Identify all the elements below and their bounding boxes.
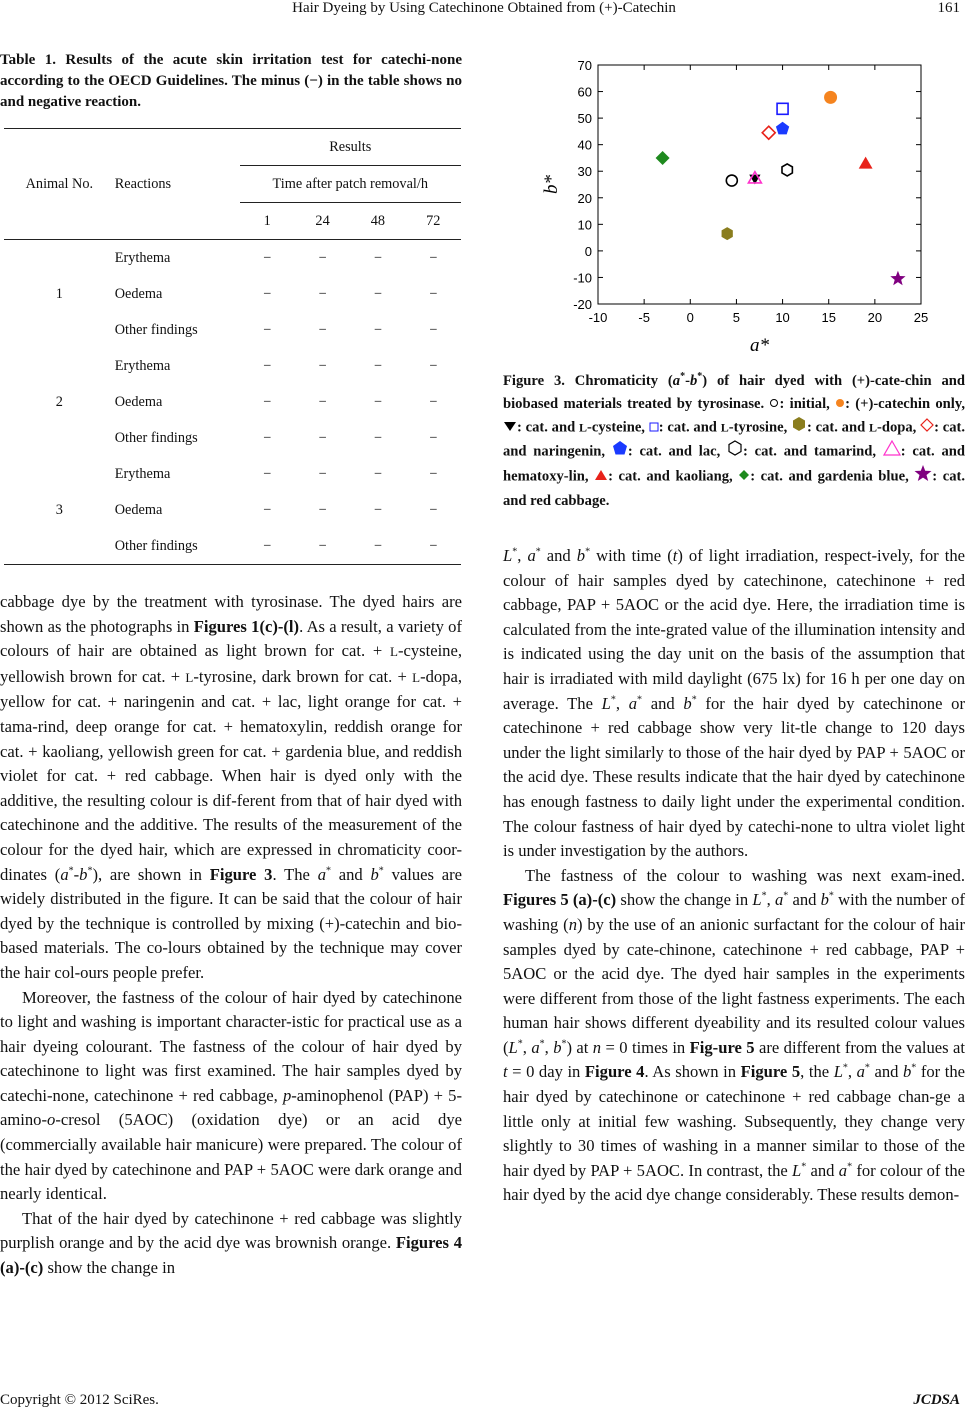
data-point-hexagon-filled: [722, 227, 733, 240]
figure-caption: Figure 3. Chromaticity (a*-b*) of hair dyed with (+)-cate-chin and biobased materials treated by tyrosinase. : initial, : (+)-catechin only, : cat. and L-cysteine, : cat. and L-tyrosine, : cat. and L-dopa, : cat. and naringenin, : cat. and lac, : cat. and tamarind, : cat. and hematoxy-lin, : cat. and kaoliang, : cat. and gardenia blue, : cat. and red cabbage.: [503, 371, 966, 510]
paragraph: That of the hair dyed by catechinone + red cabbage was slightly purplish orange and by the acid dye was brownish orange. Figures 4 (a)-(c) show the change in: [0, 1208, 463, 1278]
animal-number: 2: [55, 393, 63, 410]
reaction-label: Other findings: [114, 321, 198, 338]
result-cell: −: [263, 285, 272, 302]
result-cell: −: [373, 321, 382, 338]
legend-catechin-icon: [835, 393, 845, 416]
data-point-star-filled: [890, 271, 905, 285]
result-cell: −: [429, 285, 438, 302]
result-cell: −: [263, 321, 272, 338]
page-header: [0, 0, 968, 24]
data-point-triangle-up-filled: [859, 157, 873, 169]
page-number: 161: [937, 0, 960, 16]
result-cell: −: [263, 501, 272, 518]
x-axis-label: a*: [750, 335, 769, 356]
right-body-text: [503, 544, 965, 1208]
table-caption: Table 1. Results of the acute skin irritation test for catechi-none according to the OECD Guidelines. The minus (−) in the table shows no and negative reaction.: [0, 52, 462, 110]
y-tick-label: 70: [577, 58, 592, 73]
data-point-circle-open: [726, 175, 737, 186]
result-cell: −: [429, 357, 438, 374]
legend-kaoliang-icon: [594, 466, 608, 489]
animal-number: 3: [55, 501, 63, 518]
header-time-after: Time after patch removal/h: [240, 166, 461, 203]
x-tick-label: 15: [821, 310, 836, 325]
table-row: [4, 456, 461, 492]
result-cell: −: [429, 465, 438, 482]
legend-naringenin-icon: [920, 417, 934, 440]
paragraph: L*, a* and b* with time (t) of light irradiation, respect-ively, for the colour of hair samples dyed by catechinone, catechinone + red cabbage, PAP + 5AOC or the acid dye. Here, the irradiation time is calculated from the inte-grated value of the illumination intensity and is indicated using the day unit on the basis of the assumption that hair is irradiated with mild daylight (675 lx) for 16 h per one day on average. The L*, a* and b* for the hair dyed by catechinone or catechinone + red cabbage show very lit-tle change to 120 days under the light similarly to those of the hair dyed by PAP + 5AOC or the acid dye. These results indicate that the hair dyed by catechinone has enough fastness to daily light under the experimental condition. The colour fastness of hair dyed by catechi-none to ultra violet light is under investigation by the authors.: [503, 546, 966, 861]
scatter-chart: [503, 48, 965, 368]
legend-cysteine-icon: [503, 417, 517, 440]
x-tick-label: 0: [686, 310, 694, 325]
result-cell: −: [318, 393, 327, 410]
result-cell: −: [429, 321, 438, 338]
results-table-wrap: [0, 128, 462, 565]
journal-abbrev: JCDSA: [913, 1392, 960, 1408]
paragraph: The fastness of the colour to washing was next exam-ined. Figures 5 (a)-(c) show the change in L*, a* and b* with the number of washing (n) by the use of an anionic surfactant for the colour of hair samples dyed by cate-chinone, catechinone + red cabbage, PAP + 5AOC or the acid dye. The dyed hair samples in the experiments were different from those of the light fastness experiments. The each human hair shows different dyeability and its resulted colour values (L*, a*, b*) at n = 0 times in Fig-ure 5 are different from the values at t = 0 day in Figure 4. As shown in Figure 5, the L*, a* and b* for the hair dyed by catechinone or catechinone + red cabbage chan-ge a little only at initial few washing. Subsequently, they change very slightly to 30 times of washing in a manner similar to those of the hair dyed by PAP + 5AOC. In contrast, the L* and a* for colour of the hair dyed by the acid dye change considerably. These results demon-: [503, 865, 966, 1205]
result-cell: −: [263, 249, 272, 266]
x-tick-label: 20: [867, 310, 883, 325]
y-tick-label: 40: [577, 137, 592, 153]
legend-tyrosine-icon: [649, 417, 659, 440]
header-reactions: Reactions: [114, 175, 172, 192]
reaction-label: Other findings: [114, 537, 198, 554]
y-tick-label: -10: [573, 270, 592, 286]
result-cell: −: [373, 357, 382, 374]
result-cell: −: [318, 249, 327, 266]
y-tick-label: 50: [577, 111, 592, 127]
result-cell: −: [263, 537, 272, 554]
reaction-label: Other findings: [114, 429, 198, 446]
x-tick-label: 5: [732, 310, 741, 325]
result-cell: −: [318, 321, 327, 338]
result-cell: −: [373, 285, 382, 302]
data-point-pentagon-filled: [776, 122, 789, 135]
result-cell: −: [263, 357, 272, 374]
copyright: Copyright © 2012 SciRes.: [0, 1392, 159, 1408]
paragraph: Moreover, the fastness of the colour of hair dyed by catechinone to light and washing is important character-istic for practical use as a hair dyeing colourant. The fastness of the colour of hair dyed by catechinone to light was first examined. The hair samples dyed by catechi-none, catechinone + red cabbage, p-aminophenol (PAP) + 5-amino-o-cresol (5AOC) (oxidation dye) or an acid dye (commercially available hair manicure) were prepared. The colour of the hair dyed by catechinone and PAP + 5AOC were dark orange and nearly identical.: [0, 987, 462, 1204]
results-table: [4, 128, 461, 565]
data-point-square-open: [777, 103, 788, 114]
result-cell: −: [263, 465, 272, 482]
animal-number: 1: [55, 285, 63, 302]
y-axis-label: b*: [541, 175, 562, 194]
legend-tamarind-icon: [727, 440, 743, 464]
result-cell: −: [318, 429, 327, 446]
y-tick-label: 20: [577, 190, 592, 206]
legend-dopa-icon: [791, 416, 807, 440]
result-cell: −: [263, 393, 272, 410]
reaction-label: Oedema: [114, 285, 163, 302]
reaction-label: Oedema: [114, 393, 163, 410]
y-tick-label: -20: [573, 297, 592, 312]
result-cell: −: [373, 429, 382, 446]
header-time: 1: [263, 212, 271, 229]
header-time: 24: [315, 212, 330, 229]
result-cell: −: [318, 285, 327, 302]
y-tick-label: 10: [577, 217, 592, 233]
x-tick-label: 10: [775, 310, 790, 325]
data-point-diamond-open: [762, 126, 775, 139]
legend-hematoxylin-icon: [883, 440, 901, 464]
running-title: Hair Dyeing by Using Catechinone Obtained from (+)-Catechin: [292, 0, 676, 16]
paragraph: cabbage dye by the treatment with tyrosinase. The dyed hairs are shown as the photographs in Figures 1(c)-(l). As a result, a variety of colours of hair are obtained as light brown for cat. + L-cysteine, yellowish brown for cat. + L-tyrosine, dark brown for cat. + L-dopa, yellow for cat. + naringenin and cat. + lac, light orange for cat. + tama-rind, deep orange for cat. + hematoxylin, reddish orange for cat. + kaoliang, yellowish green for cat. + gardenia blue, and reddish violet for cat. + red cabbage. When hair is dyed only with the additive, the resulting colour is dif-ferent from that of hair dyed with catechinone and the additive. The results of the measurement of the colour for the dyed hair, which are expressed in chromaticity coor-dinates (a*-b*), are shown in Figure 3. The a* and b* values are widely distributed in the figure. It can be said that the colour of hair dyed by the technique is controlled by mixing (+)-catechin and bio-based materials. The co-lours obtained by the technique may cover the hair col-ours people prefer.: [0, 592, 462, 982]
reaction-label: Erythema: [114, 249, 171, 266]
result-cell: −: [318, 537, 327, 554]
data-point-hexagon-open: [782, 164, 792, 176]
result-cell: −: [429, 537, 438, 554]
result-cell: −: [318, 501, 327, 518]
result-cell: −: [373, 537, 382, 554]
header-time: 48: [370, 212, 386, 229]
legend-gardenia-icon: [738, 466, 750, 489]
result-cell: −: [373, 393, 382, 410]
result-cell: −: [373, 501, 382, 518]
y-tick-label: 60: [577, 84, 592, 100]
reaction-label: Oedema: [114, 501, 163, 518]
result-cell: −: [318, 357, 327, 374]
reaction-label: Erythema: [114, 357, 171, 374]
header-results: Results: [240, 129, 461, 166]
x-tick-label: 25: [913, 310, 929, 325]
x-tick-label: -10: [588, 310, 608, 325]
result-cell: −: [429, 501, 438, 518]
result-cell: −: [429, 429, 438, 446]
y-tick-label: 0: [584, 243, 592, 259]
plot-frame: [598, 65, 921, 304]
result-cell: −: [263, 429, 272, 446]
result-cell: −: [373, 465, 382, 482]
data-point-circle-filled: [824, 91, 837, 104]
result-cell: −: [429, 393, 438, 410]
table-row: [4, 348, 461, 384]
data-point-diamond-filled: [656, 151, 670, 165]
result-cell: −: [429, 249, 438, 266]
left-column: [0, 48, 463, 1278]
result-cell: −: [373, 249, 382, 266]
table-body: [4, 240, 461, 565]
legend-initial-icon: [769, 393, 779, 416]
table-row: [4, 240, 461, 277]
x-tick-label: -5: [638, 310, 650, 325]
chromaticity-figure: [503, 48, 965, 368]
y-tick-label: 30: [577, 164, 592, 180]
legend-lac-icon: [612, 440, 628, 464]
header-time: 72: [426, 212, 441, 229]
reaction-label: Erythema: [114, 465, 171, 482]
left-body-text: [0, 590, 462, 1281]
header-animal-no: Animal No.: [25, 175, 94, 192]
legend-red-cabbage-icon: [914, 464, 932, 490]
result-cell: −: [318, 465, 327, 482]
